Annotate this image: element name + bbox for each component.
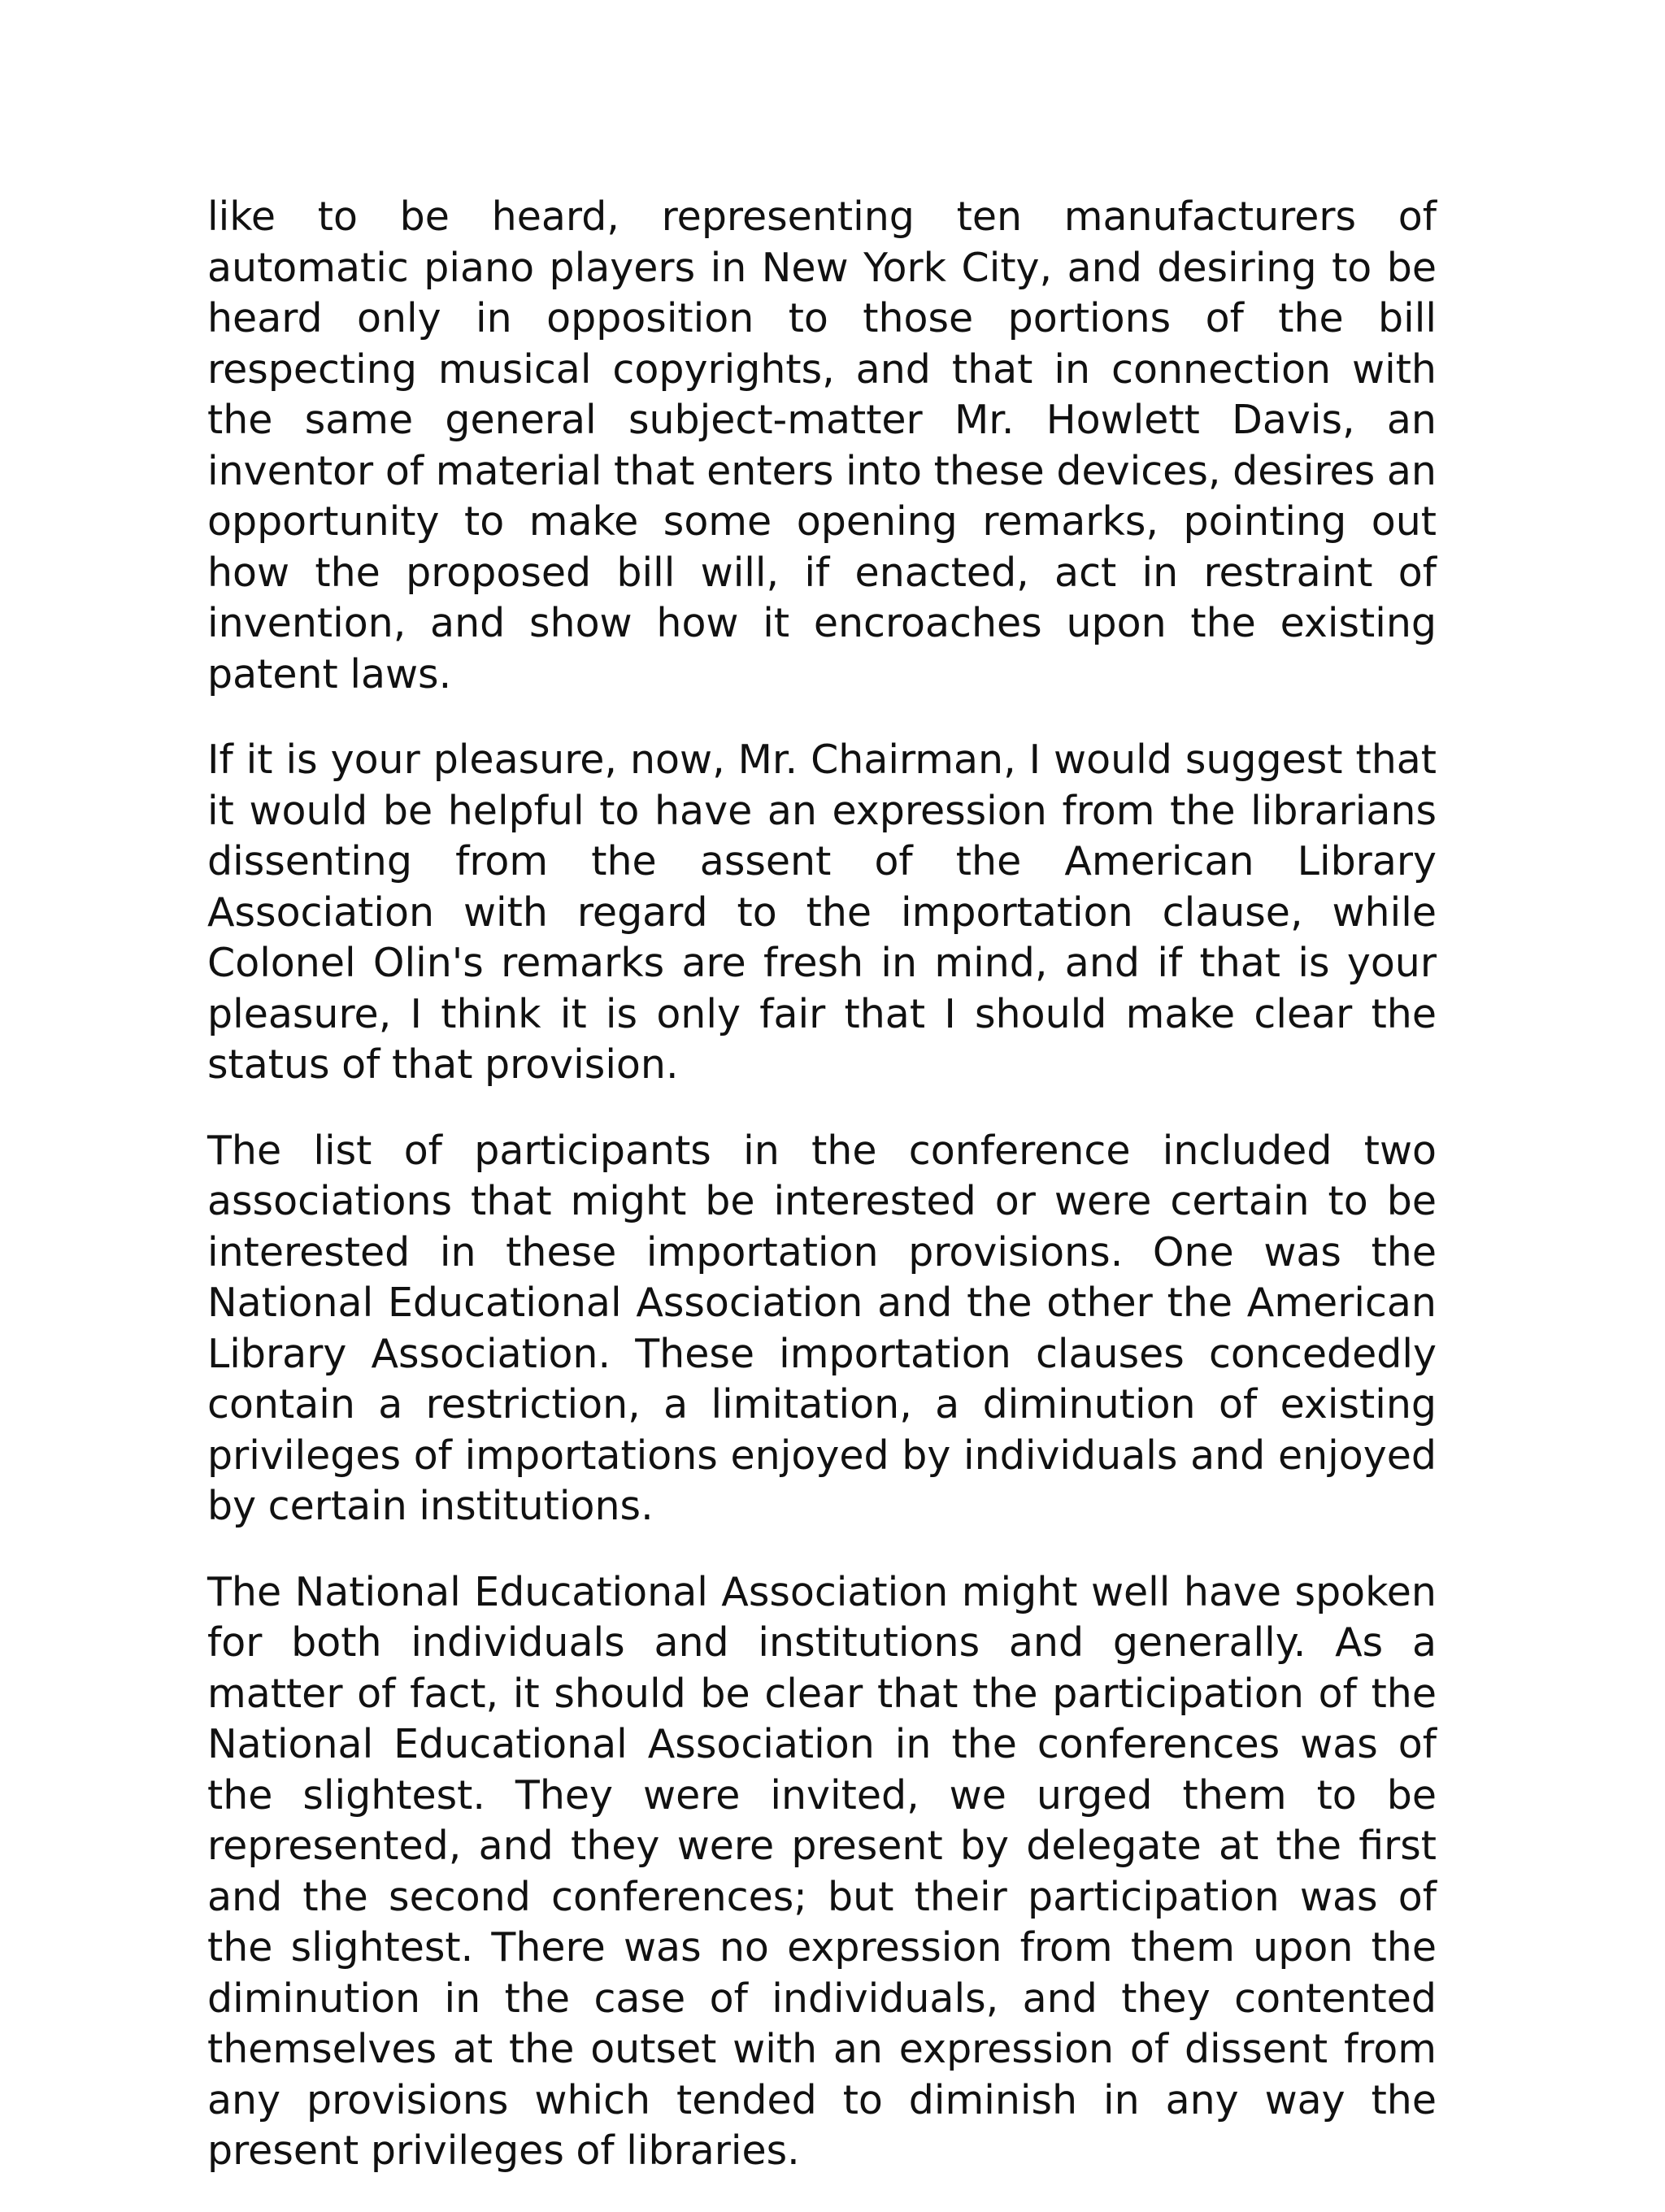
paragraph-4: The National Educational Association might well have spoken for both individuals and institutions and generally. As a matter of fact, it should be clear that the participation of the National Educational Association in the conferences was of the slightest. They were invited, we urged them to be represented, and they were present by delegate at the first and the second conferences; but their participation was of the slightest. There was no expression from them upon the diminution in the case of individuals, and they contented themselves at the outset with an expression of dissent from any provisions which tended to diminish in any way the present privileges of libraries. bbox=[207, 1568, 1437, 2174]
paragraph-3: The list of participants in the conference included two associations that might be interested or were certain to be interested in these importation provisions. One was the National Educational Association and the other the American Library Association. These importation clauses concededly contain a restriction, a limitation, a diminution of existing privileges of importations enjoyed by individuals and enjoyed by certain institutions. bbox=[207, 1127, 1437, 1529]
paragraph-1: like to be heard, representing ten manufacturers of automatic piano players in New York City, and desiring to be heard only in opposition to those portions of the bill respecting musical copyrights, and that in connection with the same general subject-matter Mr. Howlett Davis, an inventor of material that enters into these devices, desires an opportunity to make some opening remarks, pointing out how the proposed bill will, if enacted, act in restraint of invention, and show how it encroaches upon the existing patent laws. bbox=[207, 193, 1437, 697]
paragraph-2: If it is your pleasure, now, Mr. Chairman, I would suggest that it would be helpful to have an expression from the librarians dissenting from the assent of the American Library Association with regard to the importation clause, while Colonel Olin's remarks are fresh in mind, and if that is your pleasure, I think it is only fair that I should make clear the status of that provision. bbox=[207, 737, 1437, 1088]
document-page bbox=[207, 192, 1437, 2212]
